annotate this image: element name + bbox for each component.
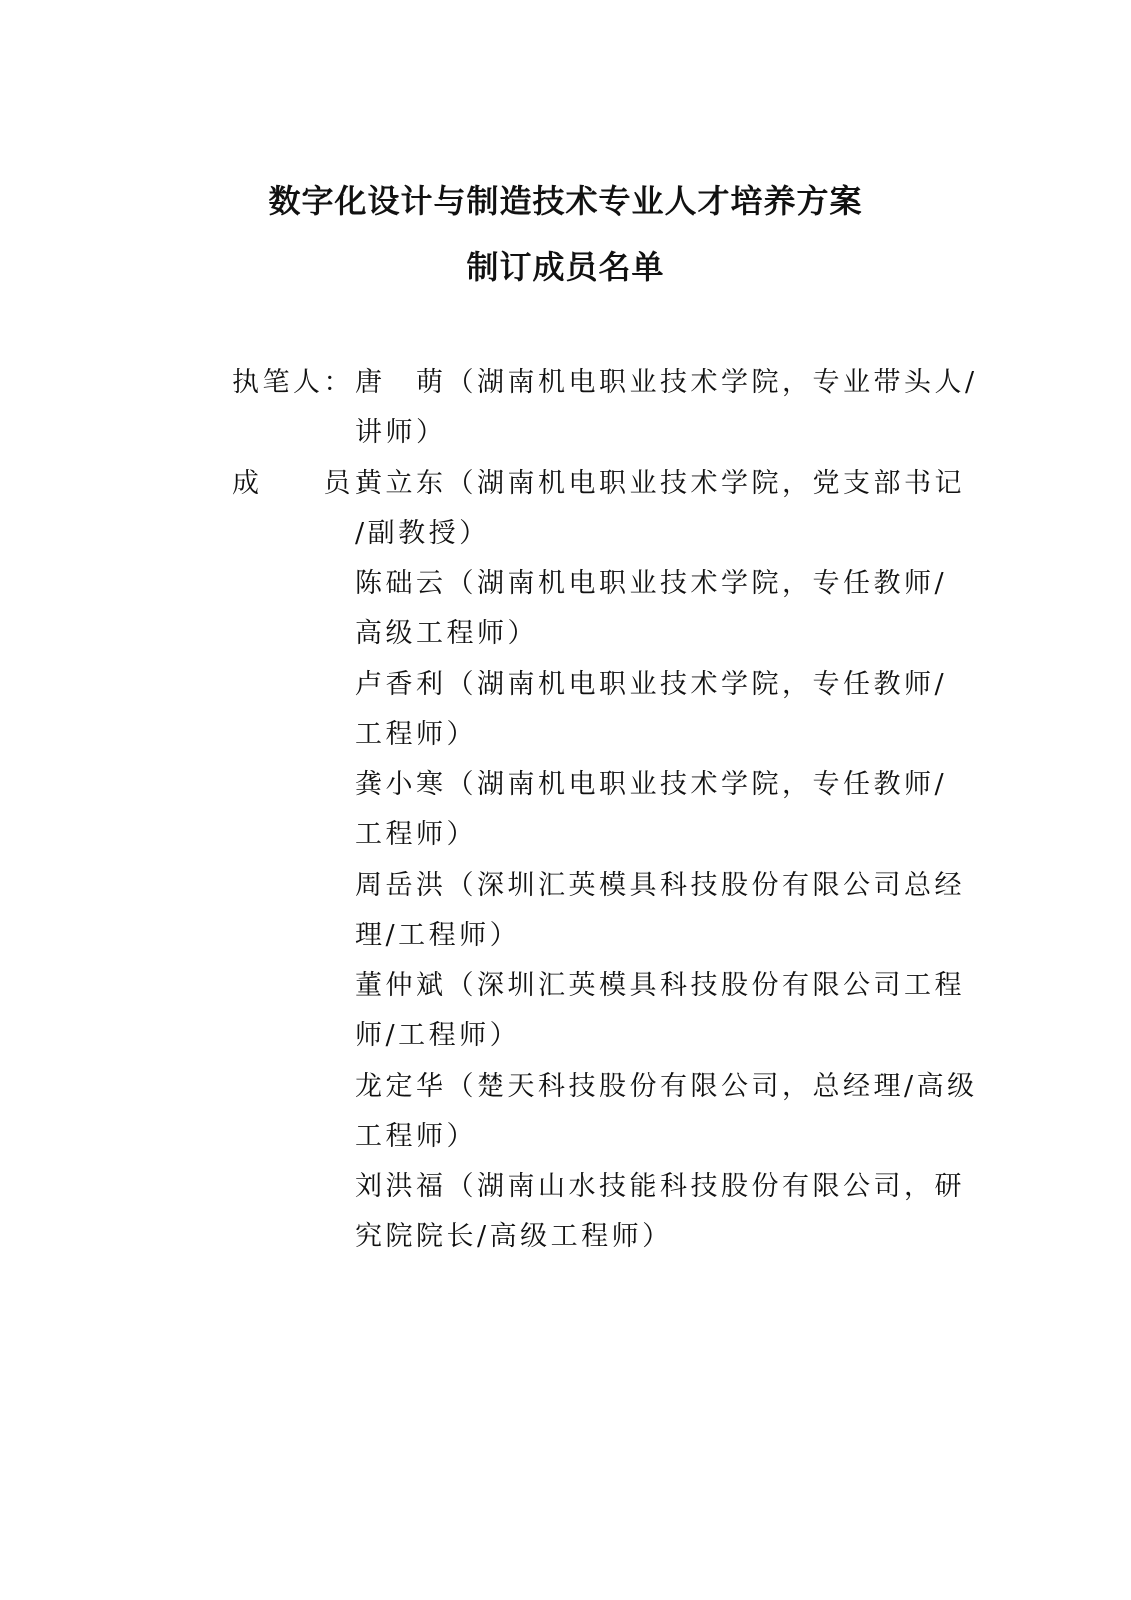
member-3-line-2: 工程师）	[355, 719, 477, 750]
author-line-1: 唐 萌（湖南机电职业技术学院，专业带头人/	[355, 367, 978, 398]
member-3-line-1: 卢香利（湖南机电职业技术学院，专任教师/	[355, 669, 948, 700]
member-5-line-2: 理/工程师）	[355, 920, 521, 951]
member-2-line-1: 陈础云（湖南机电职业技术学院，专任教师/	[355, 568, 948, 599]
member-6-line-2: 师/工程师）	[355, 1020, 521, 1051]
member-7-line-2: 工程师）	[355, 1121, 477, 1152]
document-title: 数字化设计与制造技术专业人才培养方案	[268, 182, 863, 220]
member-2-line-2: 高级工程师）	[355, 618, 538, 649]
member-7-line-1: 龙定华（楚天科技股份有限公司，总经理/高级	[355, 1071, 978, 1102]
member-5-line-1: 周岳洪（深圳汇英模具科技股份有限公司总经	[355, 870, 965, 901]
author-line-2: 讲师）	[355, 417, 447, 448]
member-4-line-1: 龚小寒（湖南机电职业技术学院，专任教师/	[355, 769, 948, 800]
members-label: 成 员：	[232, 468, 385, 499]
member-8-line-2: 究院院长/高级工程师）	[355, 1221, 673, 1252]
member-4-line-2: 工程师）	[355, 819, 477, 850]
member-1-line-2: /副教授）	[355, 518, 490, 549]
author-label: 执笔人：	[232, 367, 354, 398]
member-1-line-1: 黄立东（湖南机电职业技术学院，党支部书记	[355, 468, 965, 499]
member-8-line-1: 刘洪福（湖南山水技能科技股份有限公司，研	[355, 1171, 965, 1202]
member-6-line-1: 董仲斌（深圳汇英模具科技股份有限公司工程	[355, 970, 965, 1001]
document-subtitle: 制订成员名单	[466, 248, 665, 286]
